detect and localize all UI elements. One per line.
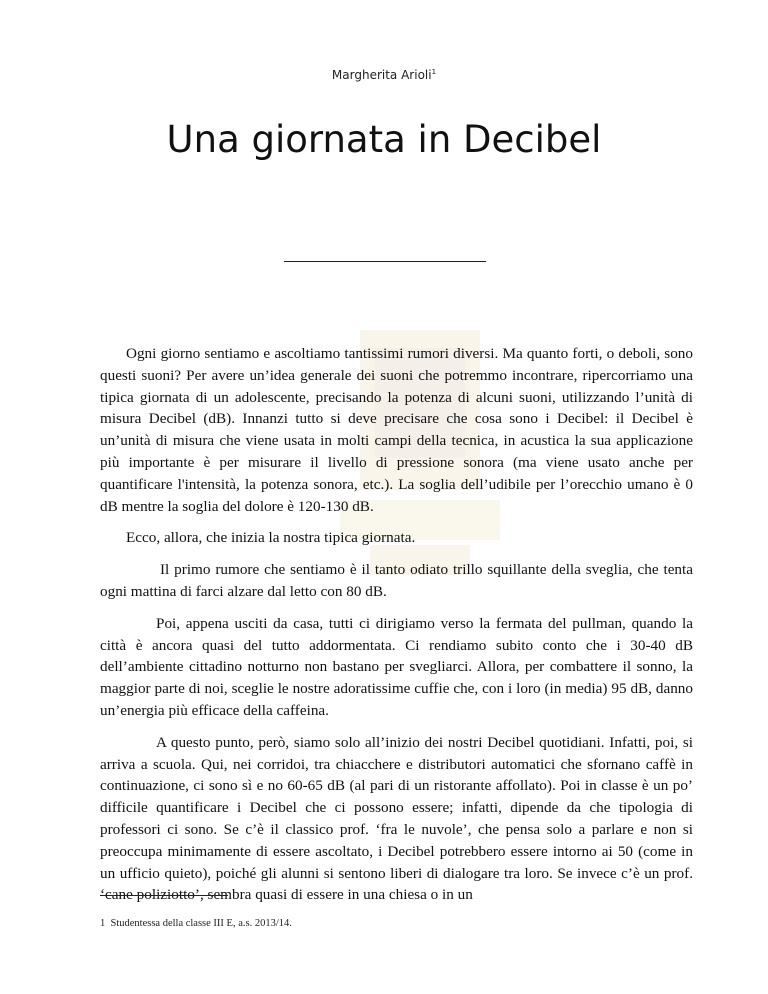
title-divider — [284, 261, 486, 262]
paragraph — [100, 559, 693, 603]
paragraph-text: Poi, appena usciti da casa, tutti ci dirigiamo verso la fermata del pullman, quando la città è ancora quasi del tutto addormentata. Ci rendiamo subito conto che i 30-40 dB dell’ambiente cittadino notturno non bastano per svegliarci. Allora, per combattere il sonno, la maggior parte di noi, sceglie le nostre adoratissime cuffie che, con i loro (in media) 95 dB, danno un’energia più efficace della caffeina. — [100, 614, 693, 719]
footnote-text: Studentessa della classe III E, a.s. 2013/14. — [110, 918, 292, 929]
paragraph — [100, 343, 693, 517]
paragraph-text: Ecco, allora, che inizia la nostra tipica giornata. — [126, 529, 416, 547]
paragraph — [100, 527, 693, 549]
paragraph-text: Ogni giorno sentiamo e ascoltiamo tantissimi rumori diversi. Ma quanto forti, o deboli, sono questi suoni? Per avere un’idea generale dei suoni che potremmo incontrare, ripercorriamo una tipica giornata di un adolescente, precisando la potenza di alcuni suoni, utilizzando l’unità di misura Decibel (dB). Innanzi tutto si deve precisare che cosa sono i Decibel: il Decibel è un’unità di misura che viene usata in molti campi della tecnica, in acustica la sua applicazione più importante è per misurare il livello di pressione sonora (ma viene usato anche per quantificare l'intensità, la potenza sonora, etc.). La soglia dell’udibile per l’orecchio umano è 0 dB mentre la soglia del dolore è 120-130 dB. — [100, 345, 693, 515]
paragraph — [100, 732, 693, 906]
author-line — [0, 68, 768, 82]
paragraph-text: Il primo rumore che sentiamo è il tanto odiato trillo squillante della sveglia, che tenta ogni mattina di farci alzare dal letto con 80 dB. — [100, 561, 693, 600]
author-footnote-mark: 1 — [431, 68, 437, 76]
page-title: Una giornata in Decibel — [166, 118, 602, 161]
paragraph-text: A questo punto, però, siamo solo all’inizio dei nostri Decibel quotidiani. Infatti, poi, si arriva a scuola. Qui, nei corridoi, tra chiacchere e distributori automatici che sfornano caffè in continuazione, ci sono sì e no 60-65 dB (al pari di un ristorante affollato). Poi in classe è un po’ difficile quantificare i Decibel che ci possono essere; infatti, dipende da che tipologia di professori ci sono. Se c’è il classico prof. ‘fra le nuvole’, che pensa solo a parlare e non si preoccupa minimamente di essere ascoltato, i Decibel potrebbero essere intorno ai 50 (come in un ufficio quieto), poiché gli alunni si sentono liberi di dialogare tra loro. Se invece c’è un prof. ‘cane poliziotto’, sembra quasi di essere in una chiesa o in un — [100, 733, 693, 904]
author-name: Margherita Arioli — [331, 68, 432, 82]
article-body — [100, 343, 693, 916]
paragraph — [100, 613, 693, 722]
footnote — [100, 918, 693, 929]
footnote-number: 1 — [100, 918, 106, 929]
footnote-divider — [100, 895, 228, 896]
